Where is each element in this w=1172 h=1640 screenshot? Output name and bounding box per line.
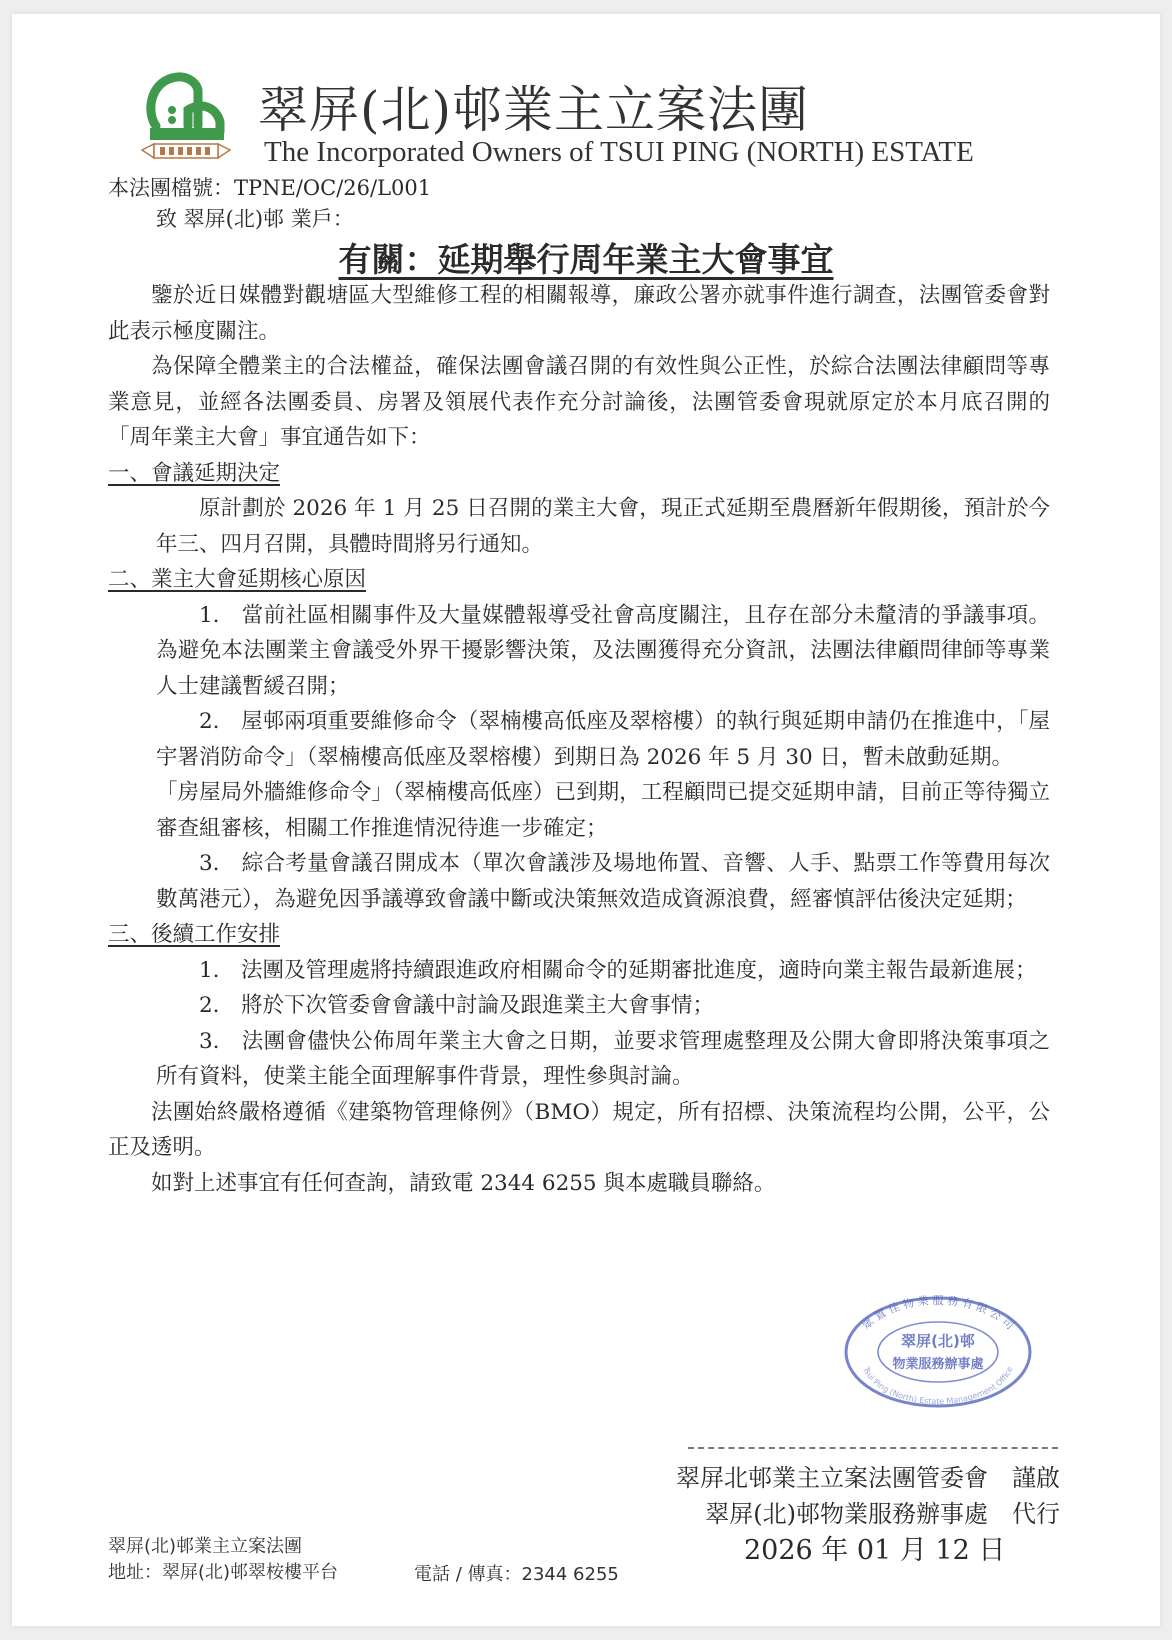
section3-item-1: 1. 法團及管理處將持續跟進政府相關命令的延期審批進度，適時向業主報告最新進展； [199,957,1037,983]
section2-heading: 二、業主大會延期核心原因 [108,567,367,592]
seal-outer-text: 眾 置 佳 物 業 服 務 有 限 公 司 [859,1294,1017,1333]
signature-date: 2026 年 01 月 12 日 [744,1535,1006,1566]
letter-body [108,278,1050,1201]
office-seal-stamp [840,1290,1036,1410]
recipient-line: 致 翠屏(北)邨 業戶： [156,207,354,231]
section2-item-2: 2. 屋邨兩項重要維修命令（翠楠樓高低座及翠榕樓）的執行與延期申請仍在推進中，「屋宇署消防命令」（翠楠樓高低座及翠榕樓）到期日為 2026 年 5 月 30 日，暫未啟動延期。 [156,709,1050,770]
footer-organization: 翠屏(北)邨業主立案法團 [108,1536,303,1557]
section3-heading: 三、後續工作安排 [108,922,281,947]
reference-number: 本法團檔號：TPNE/OC/26/L001 [108,176,432,200]
section2-item-1: 1. 當前社區相關事件及大量媒體報導受社會高度關注，且存在部分未釐清的爭議事項。為避免本法團業主會議受外界干擾影響決策，及法團獲得充分資訊，法團法律顧問律師等專業人士建議暫緩召開； [156,602,1050,699]
footer-address: 地址：翠屏(北)邨翠桉樓平台 [108,1562,339,1583]
seal-bottom-text: Tsui Ping (North) Estate Management Office [861,1365,1015,1407]
intro-paragraph-1: 鑒於近日媒體對觀塘區大型維修工程的相關報導，廉政公署亦就事件進行調查，法團管委會對此表示極度關注。 [108,283,1050,344]
closing-paragraph-1: 法團始終嚴格遵循《建築物管理條例》（BMO）規定，所有招標、決策流程均公開，公平，公正及透明。 [108,1099,1050,1160]
intro-paragraph-2: 為保障全體業主的合法權益，確保法團會議召開的有效性與公正性，於綜合法團法律顧問等專業意見，並經各法團委員、房署及領展代表作充分討論後，法團管委會現就原定於本月底召開的「周年業主大會」事宜通告如下： [108,354,1050,450]
title-english: The Incorporated Owners of TSUI PING (NORTH) ESTATE [264,136,974,168]
section3-item-3: 3. 法團會儘快公佈周年業主大會之日期，並要求管理處整理及公開大會即將決策事項之所有資料，使業主能全面理解事件背景，理性參與討論。 [156,1028,1050,1089]
svg-text:眾 置 佳 物 業 服 務 有 限 公 司 [860,1293,1017,1332]
estate-logo-icon [140,66,232,166]
title-chinese: 翠屏(北)邨業主立案法團 [258,81,810,139]
footer-phone: 電話 / 傳真：2344 6255 [414,1564,619,1585]
signature-committee: 翠屏北邨業主立案法團管委會 謹啟 [676,1464,1060,1492]
section1-text: 原計劃於 2026 年 1 月 25 日召開的業主大會，現正式延期至農曆新年假期後，預計於今年三、四月召開，具體時間將另行通知。 [156,496,1050,557]
section2-item-2b: 「房屋局外牆維修命令」（翠楠樓高低座）已到期，工程顧問已提交延期申請，目前正等待獨立審查組審核，相關工作推進情況待進一步確定； [156,780,1050,841]
section1-heading: 一、會議延期決定 [108,460,281,486]
section2-item-3: 3. 綜合考量會議召開成本（單次會議涉及場地佈置、音響、人手、點票工作等費用每次數萬港元），為避免因爭議導致會議中斷或決策無效造成資源浪費，經審慎評估後決定延期； [156,851,1050,912]
closing-paragraph-2: 如對上述事宜有任何查詢，請致電 2344 6255 與本處職員聯絡。 [151,1170,776,1196]
seal-line-2: 物業服務辦事處 [892,1357,984,1372]
signature-office: 翠屏(北)邨物業服務辦事處 代行 [705,1500,1060,1528]
signature-divider [688,1447,1058,1449]
subject-title: 有關：延期舉行周年業主大會事宜 [338,240,834,279]
seal-line-1: 翠屏(北)邨 [901,1332,975,1350]
section3-item-2: 2. 將於下次管委會會議中討論及跟進業主大會事情； [199,993,715,1018]
